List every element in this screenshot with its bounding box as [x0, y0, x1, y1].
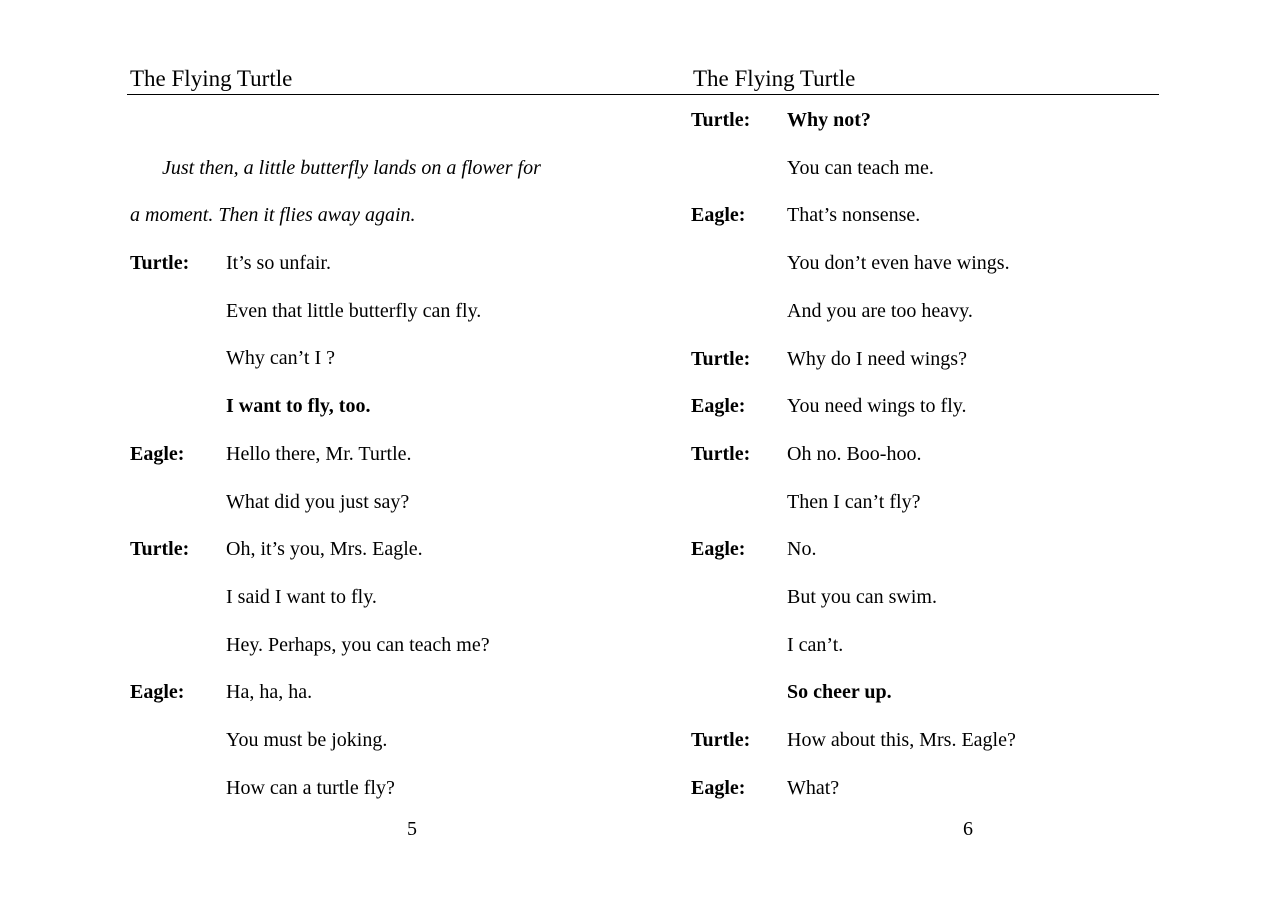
dialogue-text: Then I can’t fly? — [787, 490, 921, 513]
header-rule — [127, 94, 1159, 95]
dialogue-text: I said I want to fly. — [226, 585, 377, 608]
dialogue-text: Why not? — [787, 109, 871, 131]
speaker-name: Eagle: — [691, 538, 746, 561]
page-number-6: 6 — [963, 818, 973, 840]
speaker-name: Turtle: — [130, 252, 190, 274]
dialogue-text: No. — [787, 538, 817, 561]
dialogue-text: What did you just say? — [226, 490, 410, 513]
dialogue-text: I can’t. — [787, 633, 844, 656]
speaker-name: Turtle: — [691, 347, 751, 370]
narration-line: a moment. Then it flies away again. — [130, 204, 416, 226]
narration-line: Just then, a little butterfly lands on a flower for — [162, 157, 541, 179]
dialogue-text: You don’t even have wings. — [787, 252, 1010, 275]
dialogue-text: And you are too heavy. — [787, 299, 973, 322]
speaker-name: Eagle: — [130, 442, 185, 465]
speaker-name: Turtle: — [691, 442, 751, 465]
dialogue-text: Oh, it’s you, Mrs. Eagle. — [226, 538, 423, 561]
dialogue-text: Ha, ha, ha. — [226, 681, 313, 704]
speaker-name: Turtle: — [691, 729, 751, 752]
dialogue-text: It’s so unfair. — [226, 252, 331, 274]
dialogue-text: That’s nonsense. — [787, 204, 921, 227]
page-6-header: The Flying Turtle — [693, 66, 856, 91]
dialogue-text: Why do I need wings? — [787, 347, 967, 370]
dialogue-text: Even that little butterfly can fly. — [226, 299, 482, 322]
dialogue-text: But you can swim. — [787, 586, 937, 608]
dialogue-text: Oh no. Boo-hoo. — [787, 442, 922, 465]
speaker-name: Turtle: — [130, 538, 190, 561]
speaker-name: Eagle: — [691, 776, 746, 799]
dialogue-text: So cheer up. — [787, 681, 892, 704]
dialogue-text: Hey. Perhaps, you can teach me? — [226, 633, 490, 656]
dialogue-text: Why can’t I ? — [226, 347, 336, 370]
speaker-name: Turtle: — [691, 109, 751, 131]
dialogue-text: I want to fly, too. — [226, 395, 371, 418]
speaker-name: Eagle: — [691, 204, 746, 227]
page-5-header: The Flying Turtle — [130, 66, 293, 91]
dialogue-text: How about this, Mrs. Eagle? — [787, 729, 1016, 752]
speaker-name: Eagle: — [691, 395, 746, 418]
page-number-5: 5 — [407, 818, 417, 840]
dialogue-text: How can a turtle fly? — [226, 776, 395, 799]
dialogue-text: You can teach me. — [787, 156, 934, 179]
dialogue-text: Hello there, Mr. Turtle. — [226, 442, 412, 465]
dialogue-text: You need wings to fly. — [787, 395, 967, 418]
speaker-name: Eagle: — [130, 681, 185, 704]
dialogue-text: You must be joking. — [226, 729, 388, 751]
dialogue-text: What? — [787, 776, 840, 799]
